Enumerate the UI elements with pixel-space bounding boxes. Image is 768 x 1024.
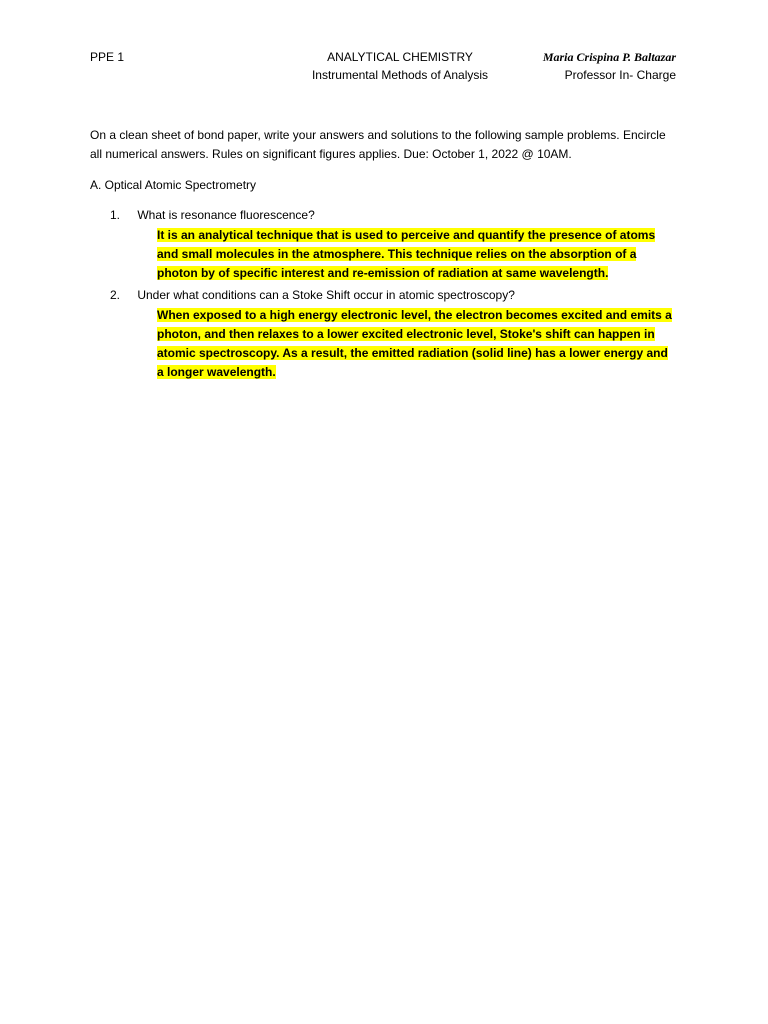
page-header: [90, 50, 676, 90]
professor-name: Maria Crispina P. Baltazar: [542, 50, 676, 64]
professor-role: Professor In- Charge: [564, 68, 676, 82]
course-subtitle: Instrumental Methods of Analysis: [311, 68, 489, 82]
question-1: [110, 206, 700, 225]
question-2: [110, 286, 700, 305]
course-title: ANALYTICAL CHEMISTRY: [327, 50, 473, 64]
question-text: What is resonance fluorescence?: [137, 208, 315, 222]
course-code: PPE 1: [90, 50, 125, 64]
instructions: On a clean sheet of bond paper, write your answers and solutions to the following sample problems. Encircle all numerical answers. Rules on significant figures applies. Due: October 1, 2022 @ 10AM.: [90, 128, 666, 161]
question-number: 1.: [110, 208, 121, 222]
answer-text: It is an analytical technique that is used to perceive and quantify the presence of atoms and small molecules in the atmosphere. This technique relies on the absorption of a photon by of specific interest and re-emission of radiation at same wavelength.: [157, 228, 656, 280]
answer-text: When exposed to a high energy electronic level, the electron becomes excited and emits a photon, and then relaxes to a lower excited electronic level, Stoke's shift can happen in atomic spectroscopy. As a result, the emitted radiation (solid line) has a lower energy and a longer wavelength.: [157, 308, 672, 379]
answer-2: [157, 306, 677, 382]
section-a-heading: A. Optical Atomic Spectrometry: [90, 178, 257, 192]
answer-1: [157, 226, 677, 283]
question-number: 2.: [110, 288, 121, 302]
question-text: Under what conditions can a Stoke Shift occur in atomic spectroscopy?: [137, 288, 515, 302]
